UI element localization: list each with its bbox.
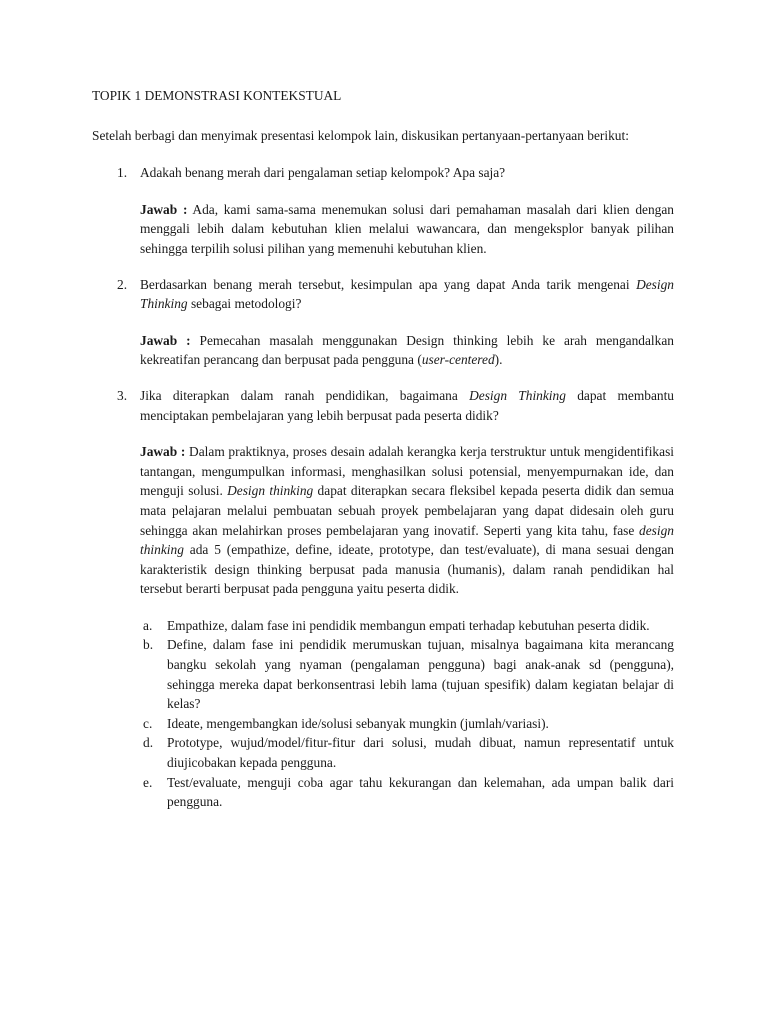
- question-number: 2.: [117, 276, 128, 292]
- question-text-part: Berdasarkan benang merah tersebut, kesimpulan apa yang dapat Anda tarik mengenai: [140, 276, 637, 292]
- question-text-emphasis: Design Thinking: [140, 276, 674, 312]
- phase-letter: d.: [143, 735, 154, 751]
- phase-item-empathize: [140, 616, 674, 636]
- phase-item-define: [140, 635, 674, 713]
- phase-item-prototype: [140, 733, 674, 772]
- phase-letter: c.: [143, 715, 153, 731]
- question-text-part: Jika diterapkan dalam ranah pendidikan, bagaimana: [140, 387, 470, 403]
- question-text-part: sebagai metodologi?: [187, 296, 302, 312]
- phase-text: Prototype, wujud/model/fitur-fitur dari solusi, mudah dibuat, namun representatif untuk diujicobakan kepada pengguna.: [167, 735, 674, 771]
- answer-paragraph: [140, 331, 674, 370]
- phase-list: [140, 616, 674, 812]
- phase-text: Empathize, dalam fase ini pendidik membangun empati terhadap kebutuhan peserta didik.: [167, 617, 650, 633]
- document-page: [92, 86, 674, 828]
- phase-item-ideate: [140, 714, 674, 734]
- phase-letter: a.: [143, 617, 153, 633]
- answer-label: Jawab :: [140, 332, 191, 348]
- intro-paragraph: Setelah berbagi dan menyimak presentasi kelompok lain, diskusikan pertanyaan-pertanyaan berikut:: [92, 127, 629, 143]
- answer-text-emphasis: user-centered: [421, 352, 495, 368]
- question-text: [140, 275, 674, 314]
- phase-letter: e.: [143, 774, 153, 790]
- question-item-2: [92, 275, 674, 370]
- question-text-part: dapat membantu menciptakan pembelajaran yang lebih berpusat pada peserta didik?: [140, 387, 675, 423]
- phase-item-test: [140, 773, 674, 812]
- answer-text-part: Ada, kami sama-sama menemukan solusi dari pemahaman masalah dari klien dengan menggali lebih dalam kebutuhan klien melalui wawancara, dan mengeksplor banyak pilihan sehingga terpilih solusi pilihan yang memenuhi kebutuhan klien.: [140, 201, 675, 256]
- answer-text-part: Dalam praktiknya, proses desain adalah kerangka kerja terstruktur untuk mengidentifikasi tantangan, mengumpulkan informasi, menghasilkan solusi potensial, menyempurnakan ide, dan menguji solusi.: [140, 444, 674, 499]
- answer-label: Jawab :: [140, 444, 186, 460]
- question-text-emphasis: Design Thinking: [469, 387, 566, 403]
- answer-paragraph: [140, 200, 674, 259]
- phase-letter: b.: [143, 637, 154, 653]
- answer-text-part: ada 5 (empathize, define, ideate, prototype, dan test/evaluate), di mana sesuai dengan karakteristik design thinking berpusat pada manusia (humanis), dalam ranah pendidikan hal tersebut berarti berpusat pada pengguna yaitu peserta didik.: [140, 542, 674, 597]
- document-title: TOPIK 1 DEMONSTRASI KONTEKSTUAL: [92, 88, 342, 103]
- phase-text: Define, dalam fase ini pendidik merumuskan tujuan, misalnya bagaimana kita merancang bangku sekolah yang nyaman (pengalaman pengguna) bagi anak-anak sd (pengguna), sehingga mereka dapat berkonsentrasi lebih lama (tujuan spesifik) dalam kegiatan belajar di kelas?: [167, 637, 674, 712]
- question-text: [140, 163, 674, 183]
- answer-text-part: Pemecahan masalah menggunakan Design thinking lebih ke arah mengandalkan kekreatifan perancang dan berpusat pada pengguna (: [140, 332, 674, 368]
- answer-label: Jawab :: [140, 201, 188, 217]
- question-text: [140, 386, 674, 425]
- question-number: 1.: [117, 165, 128, 181]
- phase-text: Test/evaluate, menguji coba agar tahu kekurangan dan kelemahan, ada umpan balik dari pengguna.: [167, 774, 674, 810]
- answer-paragraph: [140, 442, 674, 599]
- answer-text-emphasis: design thinking: [140, 522, 674, 558]
- question-list: [92, 163, 674, 812]
- question-number: 3.: [117, 387, 128, 403]
- question-text-part: Adakah benang merah dari pengalaman setiap kelompok? Apa saja?: [140, 165, 506, 181]
- answer-text-part: dapat diterapkan secara fleksibel kepada peserta didik dan semua mata pelajaran melalui pembuatan sebuah proyek pembelajaran yang dapat didesain oleh guru sehingga akan melahirkan proses pembelajaran yang inovatif. Seperti yang kita tahu, fase: [140, 483, 675, 538]
- answer-text-part: ).: [494, 352, 503, 368]
- phase-text: Ideate, mengembangkan ide/solusi sebanyak mungkin (jumlah/variasi).: [167, 715, 549, 731]
- question-item-1: [92, 163, 674, 258]
- answer-text-emphasis: Design thinking: [227, 483, 314, 499]
- question-item-3: [92, 386, 674, 812]
